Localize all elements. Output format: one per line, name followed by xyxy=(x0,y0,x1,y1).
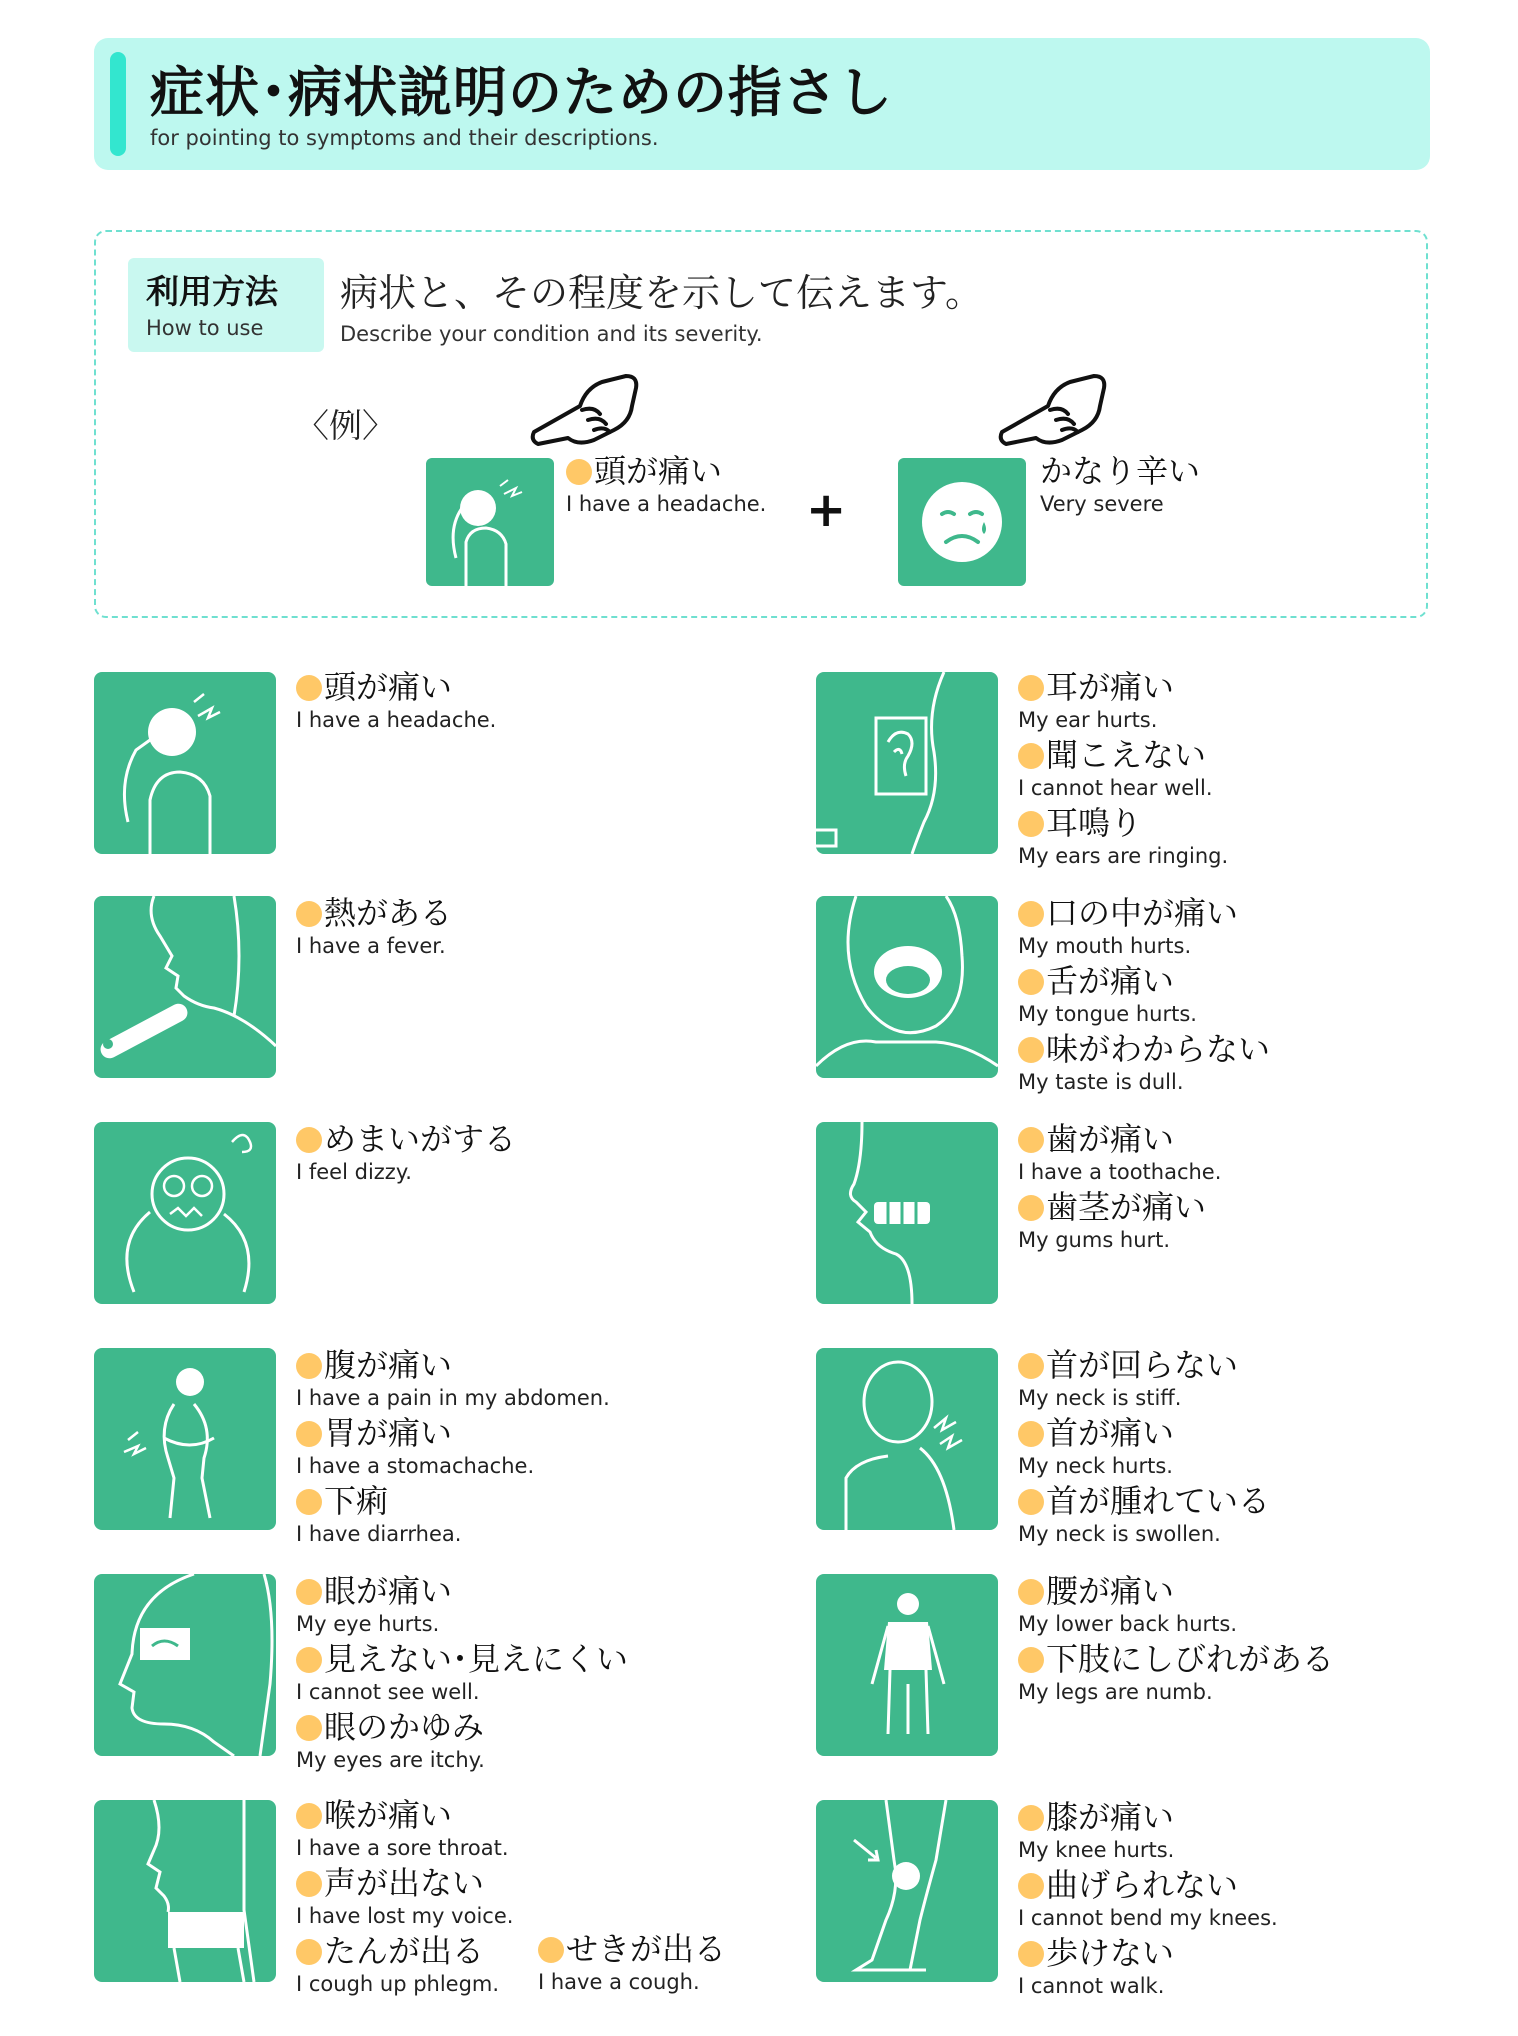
bullet-dot xyxy=(1018,1421,1044,1447)
cough-jp: せきが出る xyxy=(566,1930,727,1968)
hearing-jp: 聞こえない xyxy=(1046,736,1207,774)
bullet-dot xyxy=(296,1127,322,1153)
ringing-jp: 耳鳴り xyxy=(1046,804,1143,842)
voice-en: I have lost my voice. xyxy=(296,1904,514,1928)
itchy-en: My eyes are itchy. xyxy=(296,1748,485,1772)
tooth-icon xyxy=(816,1122,998,1304)
tongue-pain-en: My tongue hurts. xyxy=(1018,1002,1197,1026)
gums-en: My gums hurt. xyxy=(1018,1228,1171,1252)
eye-pain-jp: 眼が痛い xyxy=(324,1572,453,1610)
example-severity-tile xyxy=(898,458,1026,586)
itchy-jp: 眼のかゆみ xyxy=(324,1708,485,1746)
example-severity-jp: かなり辛い xyxy=(1040,452,1201,490)
bullet-dot xyxy=(296,1715,322,1741)
bullet-dot xyxy=(296,1353,322,1379)
headache-en: I have a headache. xyxy=(296,708,497,732)
throat-tile xyxy=(94,1800,276,1982)
mouth-tile xyxy=(816,896,998,1078)
vision-en: I cannot see well. xyxy=(296,1680,480,1704)
page-subtitle: for pointing to symptoms and their descriptions. xyxy=(150,126,659,150)
gums-jp: 歯茎が痛い xyxy=(1046,1188,1207,1226)
example-headache-tile xyxy=(426,458,554,586)
stomachache-en: I have a stomachache. xyxy=(296,1454,535,1478)
diarrhea-jp: 下痢 xyxy=(324,1482,389,1520)
ear-pain-en: My ear hurts. xyxy=(1018,708,1158,732)
fever-text xyxy=(296,894,452,962)
page-header xyxy=(94,38,1430,170)
neck-stiff-jp: 首が回らない xyxy=(1046,1346,1239,1384)
bullet-dot xyxy=(1018,675,1044,701)
headache-jp: 頭が痛い xyxy=(324,668,453,706)
diarrhea-en: I have diarrhea. xyxy=(296,1522,462,1546)
how-to-use-description-en: Describe your condition and its severity. xyxy=(340,322,763,346)
neck-pain-jp: 首が痛い xyxy=(1046,1414,1175,1452)
ear-text xyxy=(1018,668,1228,872)
ringing-en: My ears are ringing. xyxy=(1018,844,1229,868)
neck-text xyxy=(1018,1346,1270,1550)
neck-pain-icon xyxy=(816,1348,998,1530)
bullet-dot xyxy=(296,1579,322,1605)
neck-stiff-en: My neck is stiff. xyxy=(1018,1386,1182,1410)
walk-en: I cannot walk. xyxy=(1018,1974,1165,1998)
pointing-hand-icon xyxy=(528,366,644,458)
tooth-tile xyxy=(816,1122,998,1304)
voice-jp: 声が出ない xyxy=(324,1864,485,1902)
pointing-hand-icon xyxy=(996,366,1112,458)
headache-text xyxy=(296,668,496,736)
bullet-dot xyxy=(1018,1941,1044,1967)
fever-en: I have a fever. xyxy=(296,934,446,958)
legs-numb-en: My legs are numb. xyxy=(1018,1680,1213,1704)
throat-text xyxy=(296,1796,513,2000)
throat-pain-jp: 喉が痛い xyxy=(324,1796,453,1834)
taste-en: My taste is dull. xyxy=(1018,1070,1184,1094)
example-symptom xyxy=(566,452,766,520)
bullet-dot xyxy=(1018,1127,1044,1153)
mouth-pain-en: My mouth hurts. xyxy=(1018,934,1192,958)
headache-tile xyxy=(94,672,276,854)
eye-icon xyxy=(94,1574,276,1756)
bullet-dot xyxy=(296,675,322,701)
bullet-dot xyxy=(296,901,322,927)
legs-numb-jp: 下肢にしびれがある xyxy=(1046,1640,1335,1678)
bullet-dot xyxy=(1018,1873,1044,1899)
example-severity xyxy=(1040,452,1200,520)
cough-en: I have a cough. xyxy=(538,1970,700,1994)
headache-icon xyxy=(94,672,276,854)
mouth-text xyxy=(1018,894,1270,1098)
dizzy-icon xyxy=(94,1122,276,1304)
neck-swollen-jp: 首が腫れている xyxy=(1046,1482,1271,1520)
walk-jp: 歩けない xyxy=(1046,1934,1175,1972)
taste-jp: 味がわからない xyxy=(1046,1030,1271,1068)
stomachache-icon xyxy=(94,1348,276,1530)
back-pain-en: My lower back hurts. xyxy=(1018,1612,1237,1636)
bullet-dot xyxy=(296,1489,322,1515)
knee-icon xyxy=(816,1800,998,1982)
stomachache-jp: 胃が痛い xyxy=(324,1414,453,1452)
example-symptom-en: I have a headache. xyxy=(566,492,767,516)
bullet-dot xyxy=(1018,1353,1044,1379)
tongue-pain-jp: 舌が痛い xyxy=(1046,962,1175,1000)
neck-tile xyxy=(816,1348,998,1530)
abdomen-pain-jp: 腹が痛い xyxy=(324,1346,453,1384)
neck-pain-en: My neck hurts. xyxy=(1018,1454,1173,1478)
knee-pain-en: My knee hurts. xyxy=(1018,1838,1175,1862)
knee-tile xyxy=(816,1800,998,1982)
vision-jp: 見えない･見えにくい xyxy=(324,1640,629,1678)
back-text xyxy=(1018,1572,1334,1708)
ear-tile xyxy=(816,672,998,854)
how-to-use-box xyxy=(94,230,1428,618)
bullet-dot xyxy=(1018,1195,1044,1221)
bullet-dot xyxy=(1018,1489,1044,1515)
toothache-en: I have a toothache. xyxy=(1018,1160,1222,1184)
fever-tile xyxy=(94,896,276,1078)
how-to-use-label-en: How to use xyxy=(146,316,264,340)
knee-text xyxy=(1018,1798,1278,2002)
example-symptom-jp: 頭が痛い xyxy=(594,452,723,490)
header-accent-bar xyxy=(110,52,126,156)
sore-throat-icon xyxy=(94,1800,276,1982)
how-to-use-label-jp: 利用方法 xyxy=(146,272,278,311)
knee-pain-jp: 膝が痛い xyxy=(1046,1798,1175,1836)
ear-icon xyxy=(816,672,998,854)
toothache-jp: 歯が痛い xyxy=(1046,1120,1175,1158)
ear-pain-jp: 耳が痛い xyxy=(1046,668,1175,706)
bullet-dot xyxy=(1018,901,1044,927)
bullet-dot xyxy=(566,459,592,485)
thermometer-icon xyxy=(94,896,276,1078)
bullet-dot xyxy=(1018,811,1044,837)
mouth-icon xyxy=(816,896,998,1078)
example-label: 〈例〉 xyxy=(296,406,395,445)
mouth-pain-jp: 口の中が痛い xyxy=(1046,894,1239,932)
page-title: 症状･病状説明のための指さし xyxy=(150,61,893,124)
how-to-use-label xyxy=(128,258,324,352)
back-pain-jp: 腰が痛い xyxy=(1046,1572,1175,1610)
bullet-dot xyxy=(296,1939,322,1965)
bullet-dot xyxy=(1018,743,1044,769)
dizzy-text xyxy=(296,1120,516,1188)
bullet-dot xyxy=(1018,1805,1044,1831)
throat-pain-en: I have a sore throat. xyxy=(296,1836,509,1860)
cough-text xyxy=(538,1930,726,1998)
abdomen-text xyxy=(296,1346,610,1550)
fever-jp: 熱がある xyxy=(324,894,453,932)
phlegm-jp: たんが出る xyxy=(324,1932,485,1970)
dizzy-jp: めまいがする xyxy=(324,1120,517,1158)
eye-text xyxy=(296,1572,628,1776)
back-tile xyxy=(816,1574,998,1756)
eye-tile xyxy=(94,1574,276,1756)
eye-pain-en: My eye hurts. xyxy=(296,1612,440,1636)
abdomen-pain-en: I have a pain in my abdomen. xyxy=(296,1386,610,1410)
lower-back-icon xyxy=(816,1574,998,1756)
hearing-en: I cannot hear well. xyxy=(1018,776,1213,800)
bullet-dot xyxy=(1018,1579,1044,1605)
bullet-dot xyxy=(296,1421,322,1447)
tooth-text xyxy=(1018,1120,1221,1256)
dizzy-tile xyxy=(94,1122,276,1304)
bullet-dot xyxy=(296,1871,322,1897)
bullet-dot xyxy=(1018,1037,1044,1063)
bullet-dot xyxy=(296,1803,322,1829)
dizzy-en: I feel dizzy. xyxy=(296,1160,412,1184)
headache-icon xyxy=(426,458,554,586)
example-severity-en: Very severe xyxy=(1040,492,1164,516)
bullet-dot xyxy=(1018,969,1044,995)
bend-en: I cannot bend my knees. xyxy=(1018,1906,1278,1930)
phlegm-en: I cough up phlegm. xyxy=(296,1972,500,1996)
bullet-dot xyxy=(296,1647,322,1673)
plus-sign: + xyxy=(806,482,847,538)
bend-jp: 曲げられない xyxy=(1046,1866,1239,1904)
bullet-dot xyxy=(538,1937,564,1963)
sad-face-icon xyxy=(898,458,1026,586)
abdomen-tile xyxy=(94,1348,276,1530)
neck-swollen-en: My neck is swollen. xyxy=(1018,1522,1221,1546)
how-to-use-description-jp: 病状と、その程度を示して伝えます。 xyxy=(340,271,983,315)
bullet-dot xyxy=(1018,1647,1044,1673)
